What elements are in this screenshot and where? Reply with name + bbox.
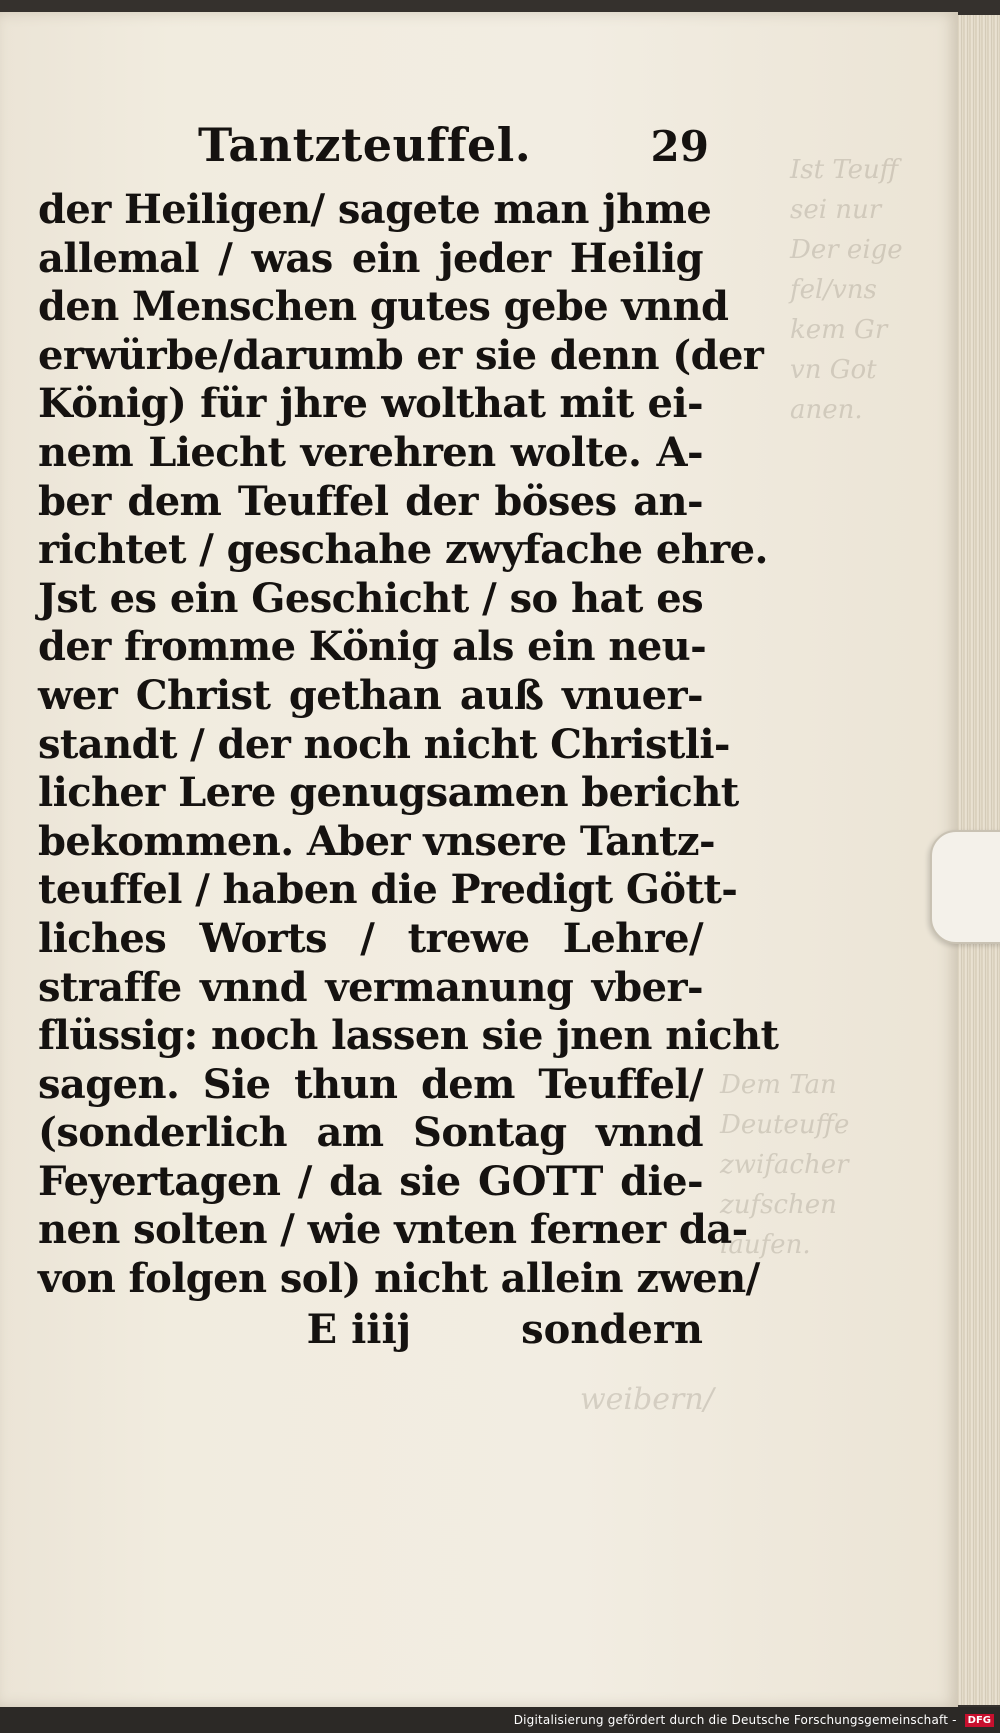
text-line: licher Lere genugsamen bericht — [38, 769, 739, 817]
text-line: (sonderlich am Sontag vnnd — [38, 1109, 703, 1157]
text-line: teuffel / haben die Predigt Gött- — [38, 866, 738, 914]
text-line: Jst es ein Geschicht / so hat es — [38, 574, 703, 622]
bleed-through-margin-bottom: Dem Tan Deuteuffe zwifacher zufschen laufen. — [720, 1070, 850, 1260]
funding-credit: Digitalisierung gefördert durch die Deutsche Forschungsgemeinschaft - — [513, 1713, 957, 1727]
text-line: ber dem Teuffel der böses an- — [38, 477, 703, 525]
bleed-through-bottom-line: weibern/ — [580, 1382, 714, 1417]
text-line: sagen. Sie thun dem Teuffel/ — [38, 1060, 703, 1108]
page-number: 29 — [650, 122, 709, 171]
bleed-through-margin-top: Ist Teuff sei nur Der eige fel/vns kem Gr vn Got anen. — [790, 155, 903, 425]
footer-bar — [0, 1707, 1000, 1733]
text-line: richtet / geschahe zwyfache ehre. — [38, 526, 768, 574]
text-line: der Heiligen/ sagete man jhme — [38, 186, 712, 233]
text-line: Feyertagen / da sie GOTT die- — [38, 1157, 703, 1205]
text-line: König) für jhre wolthat mit ei- — [38, 380, 703, 428]
text-line: erwürbe/darumb er sie denn (der — [38, 331, 764, 379]
signature-mark: E iiij — [306, 1305, 412, 1353]
text-line: liches Worts / trewe Lehre/ — [38, 914, 703, 962]
text-line: nem Liecht verehren wolte. A- — [38, 428, 703, 476]
text-line: den Menschen gutes gebe vnnd — [38, 283, 729, 331]
text-line: allemal / was ein jeder Heilig — [38, 234, 703, 282]
text-line: straffe vnnd vermanung vber- — [38, 963, 703, 1011]
text-line: standt / der noch nicht Christli- — [38, 720, 730, 768]
text-lines — [38, 186, 779, 1304]
running-head: Tantzteuffel. — [198, 118, 532, 172]
page-text — [38, 118, 779, 1356]
dfg-logo: DFG — [965, 1714, 994, 1727]
page-tab-marker — [930, 830, 1000, 944]
page-header — [38, 118, 709, 186]
text-line: von folgen sol) nicht allein zwen/ — [38, 1255, 760, 1303]
page-footer-marks — [38, 1306, 703, 1356]
text-line: bekommen. Aber vnsere Tantz- — [38, 817, 715, 865]
text-line: der fromme König als ein neu- — [38, 623, 707, 671]
catchword: sondern — [521, 1305, 703, 1353]
text-line: flüssig: noch lassen sie jnen nicht — [38, 1012, 779, 1060]
text-line: wer Christ gethan auß vnuer- — [38, 671, 703, 719]
text-line: nen solten / wie vnten ferner da- — [38, 1206, 748, 1254]
